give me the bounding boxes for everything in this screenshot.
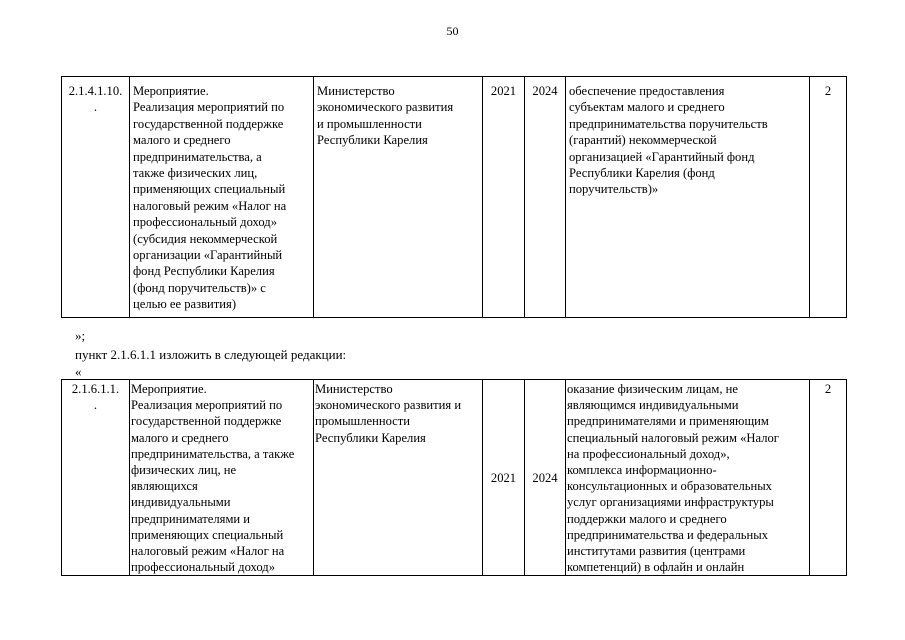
text-line: целью ее развития) <box>133 297 237 312</box>
text-line: 2.1.6.1.1. <box>71 382 120 396</box>
text-line: являющихся <box>131 479 198 494</box>
text-line: организацией «Гарантийный фонд <box>569 149 755 164</box>
text-line: Реализация мероприятий по <box>133 100 285 115</box>
end-year-cell: 2024 <box>525 77 566 318</box>
text-line: поручительств)» <box>569 182 659 197</box>
text-line: государственной поддержке <box>131 414 282 429</box>
text-line: на профессиональный доход», <box>567 446 730 461</box>
text-line: фонд Республики Карелия <box>133 264 275 279</box>
text-line: малого и среднего <box>133 133 231 148</box>
program-table-2 <box>61 379 847 576</box>
text-line: Министерство <box>315 382 393 396</box>
responsible-ministry-cell <box>314 380 483 576</box>
text-line: Мероприятие. <box>131 382 207 396</box>
responsible-ministry-cell <box>314 77 483 318</box>
indicator-value-cell: 2 <box>810 77 847 318</box>
text-line: институтами развития (центрами <box>567 544 746 559</box>
end-year-cell: 2024 <box>525 380 566 576</box>
text-line: предпринимательства поручительств <box>569 116 768 131</box>
text-line: предпринимателями и применяющим <box>567 414 769 429</box>
opening-quote: « <box>75 364 82 379</box>
text-line: . <box>93 100 98 115</box>
text-line: специальный налоговый режим «Налог <box>567 430 779 445</box>
text-line: применяющих специальный <box>131 527 284 542</box>
text-line: (фонд поручительств)» с <box>133 280 266 295</box>
text-line: профессиональный доход» <box>133 215 278 230</box>
event-description-cell <box>130 77 314 318</box>
text-line: и промышленности <box>317 116 422 131</box>
expected-result-cell <box>566 77 810 318</box>
text-line: предпринимательства и федеральных <box>567 527 768 542</box>
text-line: (субсидия некоммерческой <box>133 231 278 246</box>
text-line: Республики Карелия <box>317 133 428 148</box>
indicator-value-cell: 2 <box>810 380 847 576</box>
text-line: обеспечение предоставления <box>569 84 725 98</box>
amendment-instruction: пункт 2.1.6.1.1 изложить в следующей редакции: <box>75 347 347 362</box>
text-line: Реализация мероприятий по <box>131 398 283 413</box>
closing-quote: »; <box>75 328 86 343</box>
table-row <box>62 380 847 576</box>
text-line: предпринимателями и <box>131 511 251 526</box>
text-line: поддержки малого и среднего <box>567 511 727 526</box>
text-line: оказание физическим лицам, не <box>567 382 738 396</box>
event-description-cell <box>130 380 314 576</box>
expected-result-cell <box>566 380 810 576</box>
text-line: экономического развития <box>317 100 454 115</box>
start-year-cell: 2021 <box>483 380 525 576</box>
text-line: малого и среднего <box>131 430 229 445</box>
text-line: субъектам малого и среднего <box>569 100 725 115</box>
text-line: предпринимательства, а также <box>131 446 295 461</box>
text-line: Республики Карелия (фонд <box>569 166 715 181</box>
text-line: промышленности <box>315 414 411 429</box>
text-line: Министерство <box>317 84 395 98</box>
text-line: индивидуальными <box>131 495 231 510</box>
program-table-1 <box>61 76 847 318</box>
item-number-cell <box>62 380 130 576</box>
text-line: государственной поддержке <box>133 116 284 131</box>
text-line: . <box>93 398 98 413</box>
page-number: 50 <box>446 24 459 38</box>
text-line: применяющих специальный <box>133 182 286 197</box>
text-line: услуг организациями инфраструктуры <box>567 495 774 510</box>
text-line: Республики Карелия <box>315 430 426 445</box>
start-year-cell: 2021 <box>483 77 525 318</box>
text-line: физических лиц, не <box>131 463 237 478</box>
text-line: экономического развития и <box>315 398 462 413</box>
text-line: являющимся индивидуальными <box>567 398 739 413</box>
text-line: также физических лиц, <box>133 166 258 181</box>
table-row <box>62 77 847 318</box>
text-line: (гарантий) некоммерческой <box>569 133 717 148</box>
item-number-cell <box>62 77 130 318</box>
text-line: организации «Гарантийный <box>133 248 283 263</box>
text-line: налоговый режим «Налог на <box>133 198 287 213</box>
text-line: предпринимательства, а <box>133 149 262 164</box>
text-line: комплекса информационно- <box>567 463 717 478</box>
text-line: консультационных и образовательных <box>567 479 772 494</box>
text-line: 2.1.4.1.10. <box>68 84 123 98</box>
text-line: компетенций) в офлайн и онлайн <box>567 560 745 575</box>
text-line: налоговый режим «Налог на <box>131 544 285 559</box>
text-line: Мероприятие. <box>133 84 209 98</box>
text-line: профессиональный доход» <box>131 560 276 575</box>
